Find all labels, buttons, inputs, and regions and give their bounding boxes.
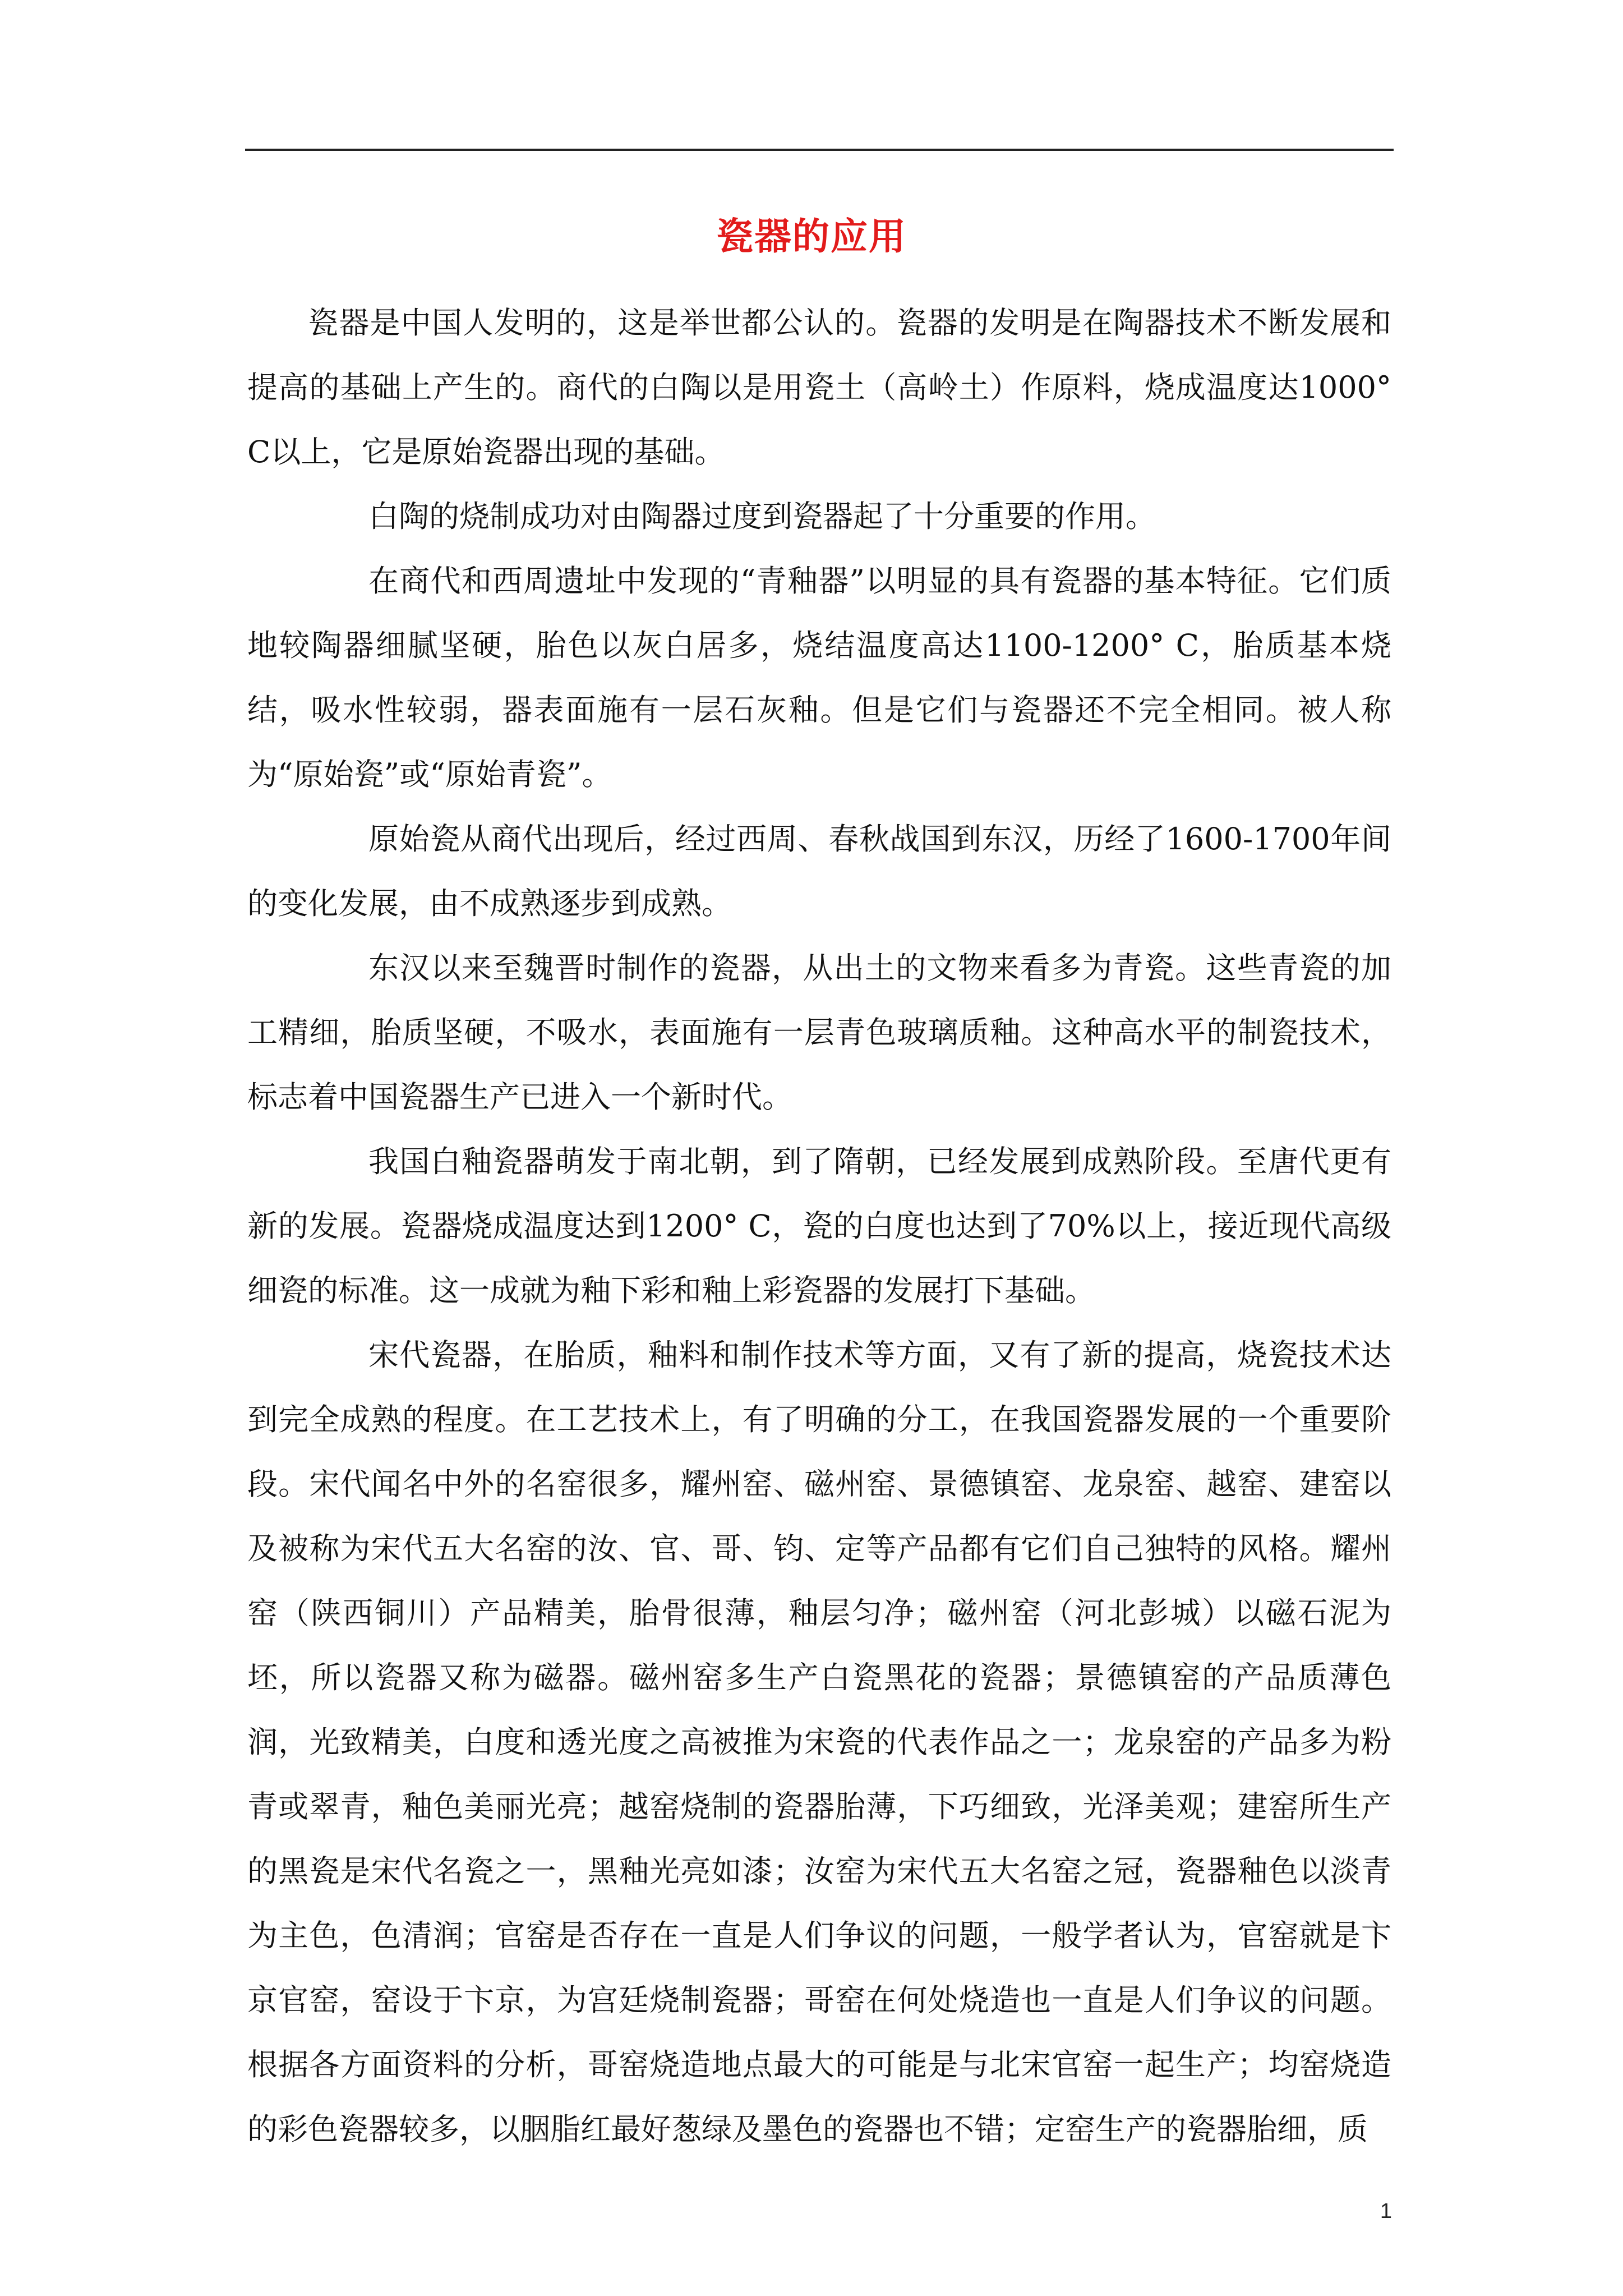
paragraph: 白陶的烧制成功对由陶器过度到瓷器起了十分重要的作用。 — [368, 499, 1156, 534]
paragraph: 原始瓷从商代出现后，经过西周、春秋战国到东汉，历经了1600-1700年间的变化发展，由不成熟逐步到成熟。 — [247, 821, 1391, 921]
document-body — [247, 291, 1391, 2161]
page-number: 1 — [1380, 2200, 1392, 2223]
paragraph: 在商代和西周遗址中发现的“青釉器”以明显的具有瓷器的基本特征。它们质地较陶器细腻坚硬，胎色以灰白居多，烧结温度高达1100-1200° C，胎质基本烧结，吸水性较弱，器表面施有一层石灰釉。但是它们与瓷器还不完全相同。被人称为“原始瓷”或“原始青瓷”。 — [247, 563, 1391, 792]
paragraph: 瓷器是中国人发明的，这是举世都公认的。瓷器的发明是在陶器技术不断发展和提高的基础上产生的。商代的白陶以是用瓷土（高岭土）作原料，烧成温度达1000° C以上，它是原始瓷器出现的基础。 — [247, 305, 1391, 470]
paragraph: 东汉以来至魏晋时制作的瓷器，从出土的文物来看多为青瓷。这些青瓷的加工精细，胎质坚硬，不吸水，表面施有一层青色玻璃质釉。这种高水平的制瓷技术，标志着中国瓷器生产已进入一个新时代。 — [247, 950, 1391, 1115]
paragraph: 宋代瓷器，在胎质，釉料和制作技术等方面，又有了新的提高，烧瓷技术达到完全成熟的程度。在工艺技术上，有了明确的分工，在我国瓷器发展的一个重要阶段。宋代闻名中外的名窑很多，耀州窑、磁州窑、景德镇窑、龙泉窑、越窑、建窑以及被称为宋代五大名窑的汝、官、哥、钧、定等产品都有它们自己独特的风格。耀州窑（陕西铜川）产品精美，胎骨很薄，釉层匀净；磁州窑（河北彭城）以磁石泥为坯，所以瓷器又称为磁器。磁州窑多生产白瓷黑花的瓷器；景德镇窑的产品质薄色润，光致精美，白度和透光度之高被推为宋瓷的代表作品之一；龙泉窑的产品多为粉青或翠青，釉色美丽光亮；越窑烧制的瓷器胎薄，下巧细致，光泽美观；建窑所生产的黑瓷是宋代名瓷之一，黑釉光亮如漆；汝窑为宋代五大名窑之冠，瓷器釉色以淡青为主色，色清润；官窑是否存在一直是人们争议的问题，一般学者认为，官窑就是卞京官窑，窑设于卞京，为宫廷烧制瓷器；哥窑在何处烧造也一直是人们争议的问题。根据各方面资料的分析，哥窑烧造地点最大的可能是与北宋官窑一起生产；均窑烧造的彩色瓷器较多，以胭脂红最好葱绿及墨色的瓷器也不错；定窑生产的瓷器胎细，质 — [247, 1337, 1391, 2147]
page-title: 瓷器的应用 — [716, 214, 907, 258]
header-rule — [245, 149, 1394, 151]
paragraph: 我国白釉瓷器萌发于南北朝，到了隋朝，已经发展到成熟阶段。至唐代更有新的发展。瓷器烧成温度达到1200° C，瓷的白度也达到了70%以上，接近现代高级细瓷的标准。这一成就为釉下彩和釉上彩瓷器的发展打下基础。 — [247, 1144, 1391, 1308]
